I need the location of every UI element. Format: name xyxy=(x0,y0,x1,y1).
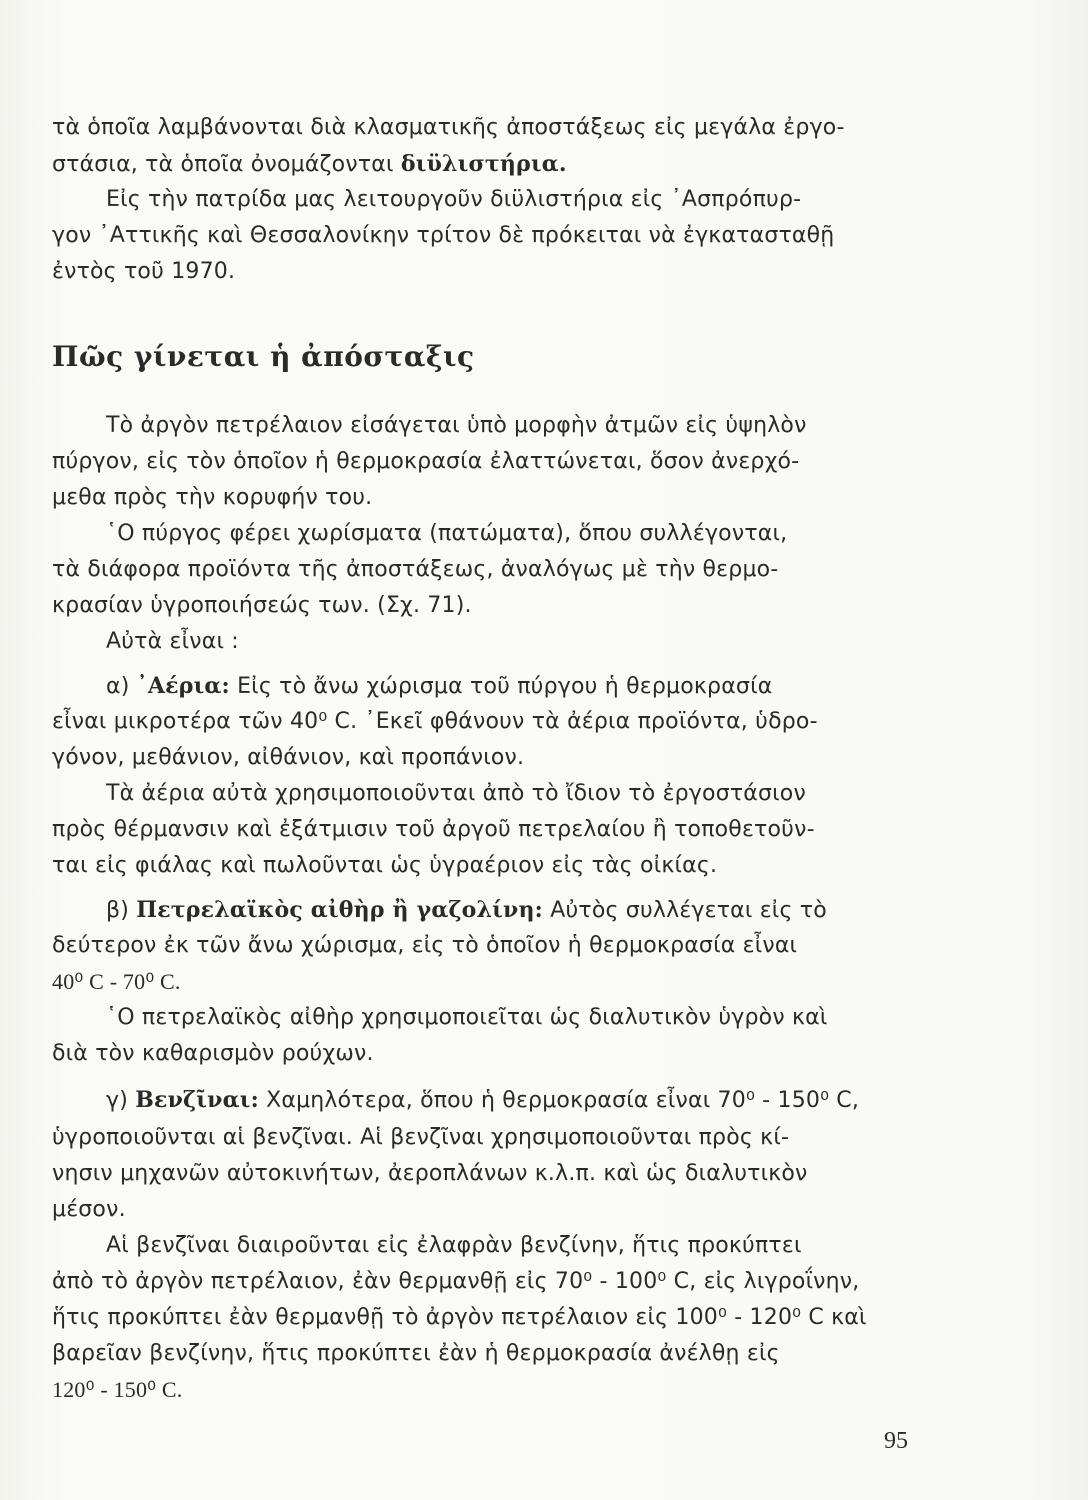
text-line: 120⁰ - 150⁰ C. xyxy=(52,1377,183,1402)
text-line: ἥτις προκύπτει ἐὰν θερμανθῇ τὸ ἀργὸν πετρέλαιον εἰς 100⁰ - 120⁰ C καὶ xyxy=(52,1305,867,1330)
text-line: γόνον, μεθάνιον, αἰθάνιον, καὶ προπάνιον. xyxy=(52,745,525,770)
item-gasolines xyxy=(106,1086,912,1115)
page-number: 95 xyxy=(884,1428,908,1454)
text-line: εἶναι μικροτέρα τῶν 40⁰ C. ᾿Εκεῖ φθάνουν τὰ ἀέρια προϊόντα, ὑδρο- xyxy=(52,709,818,734)
item-gases xyxy=(106,672,912,701)
section-heading: Πῶς γίνεται ἡ ἀπόσταξις xyxy=(52,340,475,373)
text-line: νησιν μηχανῶν αὐτοκινήτων, ἀεροπλάνων κ.λ.π. καὶ ὡς διαλυτικὸν xyxy=(52,1161,808,1186)
term-refineries: διϋλιστήρια. xyxy=(400,151,567,177)
text-line: γον ᾿Αττικῆς καὶ Θεσσαλονίκην τρίτον δὲ πρόκειται νὰ ἐγκατασταθῇ xyxy=(52,223,835,248)
text-line: πύργον, εἰς τὸν ὁποῖον ἡ θερμοκρασία ἐλαττώνεται, ὅσον ἀνερχό- xyxy=(52,449,800,474)
text-line: Τὸ ἀργὸν πετρέλαιον εἰσάγεται ὑπὸ μορφὴν ἀτμῶν εἰς ὑψηλὸν xyxy=(106,413,807,438)
text-line: ῾Ο πετρελαϊκὸς αἰθὴρ χρησιμοποιεῖται ὡς διαλυτικὸν ὑγρὸν καὶ xyxy=(106,1005,828,1030)
item-marker: γ) xyxy=(106,1088,129,1113)
text-line: ἐντὸς τοῦ 1970. xyxy=(52,259,236,284)
text-line: Εἰς τὴν πατρίδα μας λειτουργοῦν διϋλιστήρια εἰς ᾿Ασπρόπυρ- xyxy=(106,187,802,212)
text-fragment: Χαμηλότερα, ὅπου ἡ θερμοκρασία εἶναι 70⁰ - 150⁰ C, xyxy=(266,1088,860,1113)
text-line: ῾Ο πύργος φέρει χωρίσματα (πατώματα), ὅπου συλλέγονται, xyxy=(106,521,788,546)
item-marker: β) xyxy=(106,898,130,923)
text-line: κρασίαν ὑγροποιήσεώς των. (Σχ. 71). xyxy=(52,593,472,618)
text-line: μεθα πρὸς τὴν κορυφήν του. xyxy=(52,485,373,510)
item-title: Πετρελαϊκὸς αἰθὴρ ἢ γαζολίνη: xyxy=(136,897,544,923)
text-line: τὰ διάφορα προϊόντα τῆς ἀποστάξεως, ἀναλόγως μὲ τὴν θερμο- xyxy=(52,557,779,582)
text-line xyxy=(52,150,912,179)
text-line: ὑγροποιοῦνται αἱ βενζῖναι. Αἱ βενζῖναι χρησιμοποιοῦνται πρὸς κί- xyxy=(52,1125,790,1150)
item-marker: α) xyxy=(106,674,130,699)
text-line: δεύτερον ἐκ τῶν ἄνω χώρισμα, εἰς τὸ ὁποῖον ἡ θερμοκρασία εἶναι xyxy=(52,933,798,958)
item-title: Βενζῖναι: xyxy=(135,1087,259,1113)
text-line: βαρεῖαν βενζίνην, ἥτις προκύπτει ἐὰν ἡ θερμοκρασία ἀνέλθῃ εἰς xyxy=(52,1341,780,1366)
text-line: διὰ τὸν καθαρισμὸν ρούχων. xyxy=(52,1041,374,1066)
text-line: μέσον. xyxy=(52,1197,126,1222)
text-line: 40⁰ C - 70⁰ C. xyxy=(52,969,181,994)
text-fragment: στάσια, τὰ ὁποῖα ὀνομάζονται xyxy=(52,152,394,177)
text-line: τὰ ὁποῖα λαμβάνονται διὰ κλασματικῆς ἀποστάξεως εἰς μεγάλα ἐργο- xyxy=(52,115,845,140)
item-title: ᾿Αέρια: xyxy=(136,673,230,699)
text-line: ται εἰς φιάλας καὶ πωλοῦνται ὡς ὑγραέριον εἰς τὰς οἰκίας. xyxy=(52,853,718,878)
text-line: Αὐτὰ εἶναι : xyxy=(106,629,239,654)
text-line: ἀπὸ τὸ ἀργὸν πετρέλαιον, ἐὰν θερμανθῇ εἰς 70⁰ - 100⁰ C, εἰς λιγροΐνην, xyxy=(52,1269,860,1294)
text-line: Αἱ βενζῖναι διαιροῦνται εἰς ἐλαφρὰν βενζίνην, ἥτις προκύπτει xyxy=(106,1233,802,1258)
text-fragment: Αὐτὸς συλλέγεται εἰς τὸ xyxy=(550,898,827,923)
item-petroleum-ether xyxy=(106,896,912,925)
text-line: Τὰ ἀέρια αὐτὰ χρησιμοποιοῦνται ἀπὸ τὸ ἴδιον τὸ ἐργοστάσιον xyxy=(106,781,806,806)
text-line: πρὸς θέρμανσιν καὶ ἐξάτμισιν τοῦ ἀργοῦ πετρελαίου ἢ τοποθετοῦν- xyxy=(52,817,815,842)
text-fragment: Εἰς τὸ ἄνω χώρισμα τοῦ πύργου ἡ θερμοκρασία xyxy=(237,674,773,699)
